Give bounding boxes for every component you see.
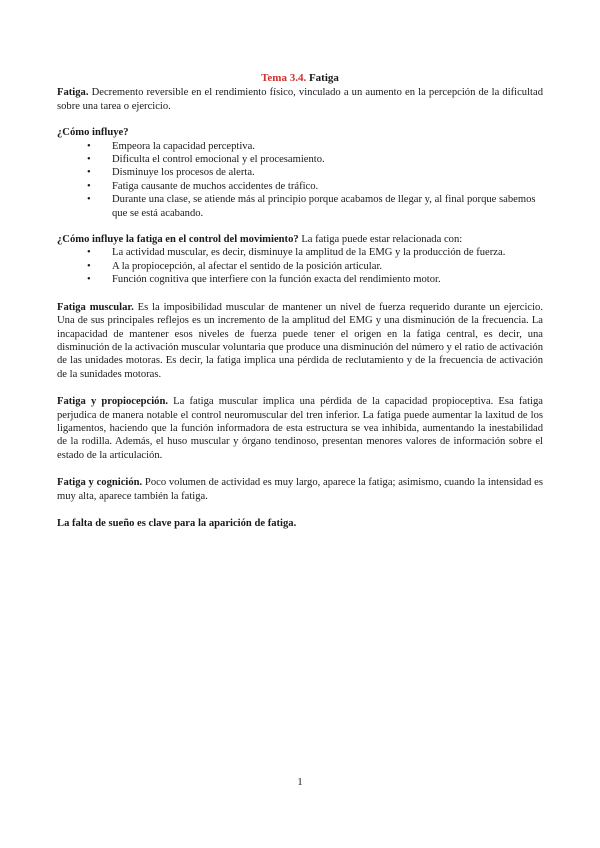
influye-heading-text: ¿Cómo influye? <box>57 127 129 139</box>
sueno-text: La falta de sueño es clave para la aparición de fatiga. <box>57 517 297 529</box>
intro-paragraph <box>57 86 543 113</box>
topic-number: Tema 3.4. <box>261 72 307 84</box>
control-lead-text: La fatiga puede estar relacionada con: <box>298 234 463 246</box>
list-item <box>57 193 543 220</box>
muscular-paragraph <box>57 301 543 381</box>
list-item-text: Función cognitiva que interfiere con la función exacta del rendimiento motor. <box>112 274 441 286</box>
page-number: 1 <box>297 776 303 788</box>
list-item-text: Disminuye los procesos de alerta. <box>112 167 255 179</box>
list-item <box>57 166 543 179</box>
muscular-term: Fatiga muscular. <box>57 301 134 313</box>
list-item-text: Empeora la capacidad perceptiva. <box>112 140 255 152</box>
cognicion-text: Poco volumen de actividad es muy largo, aparece la fatiga; asimismo, cuando la intensidad es muy alta, aparece también la fatiga. <box>57 477 543 502</box>
propiocepcion-text: La fatiga muscular implica una pérdida de la capacidad propioceptiva. Esa fatiga perjudica de manera notable el control neuromuscular del tren inferior. La fatiga puede aumentar la laxitud de los ligamentos, haciendo que la función informadora de esta estructura se vea inhibida, aumentando la inestabilidad de la rodilla. Además, el huso muscular y órgano tendinoso, presentan menores valores de información sobre el estado de la articulación. <box>57 396 543 461</box>
list-item-text: A la propiocepción, al afectar el sentido de la posición articular. <box>112 260 383 272</box>
cognicion-term: Fatiga y cognición. <box>57 477 143 489</box>
influye-heading <box>57 126 543 139</box>
list-item-text: La actividad muscular, es decir, disminuye la amplitud de la EMG y la producción de fuerza. <box>112 247 506 259</box>
propiocepcion-term: Fatiga y propiocepción. <box>57 396 169 408</box>
muscular-text: Es la imposibilidad muscular de mantener un nivel de fuerza requerido durante un ejercicio. Una de sus principales reflejos es un incremento de la amplitud del EMG y una disminución de la frecuencia. La incapacidad de mantener esos niveles de fuerza puede tener el origen en la fatiga central, es decir, una disminución de la activación muscular voluntaria que produce una disminución del número y el ratio de activación de las unidades motoras. Es decir, la fatiga implica una pérdida de reclutamiento y de la frecuencia de activación de la sunidades motoras. <box>57 301 543 380</box>
topic-name: Fatiga <box>308 72 339 84</box>
list-item <box>57 153 543 166</box>
influye-list <box>57 140 543 220</box>
list-item <box>57 260 543 273</box>
intro-text: Decremento reversible en el rendimiento físico, vinculado a un aumento en la percepción de la dificultad sobre una tarea o ejercicio. <box>57 87 543 112</box>
list-item <box>57 273 543 286</box>
cognicion-paragraph <box>57 476 543 503</box>
control-heading <box>57 233 543 246</box>
list-item <box>57 246 543 259</box>
intro-term: Fatiga. <box>57 87 89 99</box>
list-item <box>57 140 543 153</box>
page-title <box>57 72 543 85</box>
propiocepcion-paragraph <box>57 395 543 462</box>
document-page <box>57 72 543 530</box>
list-item <box>57 180 543 193</box>
control-list <box>57 246 543 286</box>
control-heading-text: ¿Cómo influye la fatiga en el control del movimiento? <box>57 234 299 246</box>
list-item-text: Dificulta el control emocional y el procesamiento. <box>112 154 325 166</box>
list-item-text: Durante una clase, se atiende más al principio porque acabamos de llegar y, al final porque sabemos que se está acabando. <box>112 194 536 219</box>
sueno-paragraph <box>57 517 543 530</box>
list-item-text: Fatiga causante de muchos accidentes de tráfico. <box>112 180 319 192</box>
